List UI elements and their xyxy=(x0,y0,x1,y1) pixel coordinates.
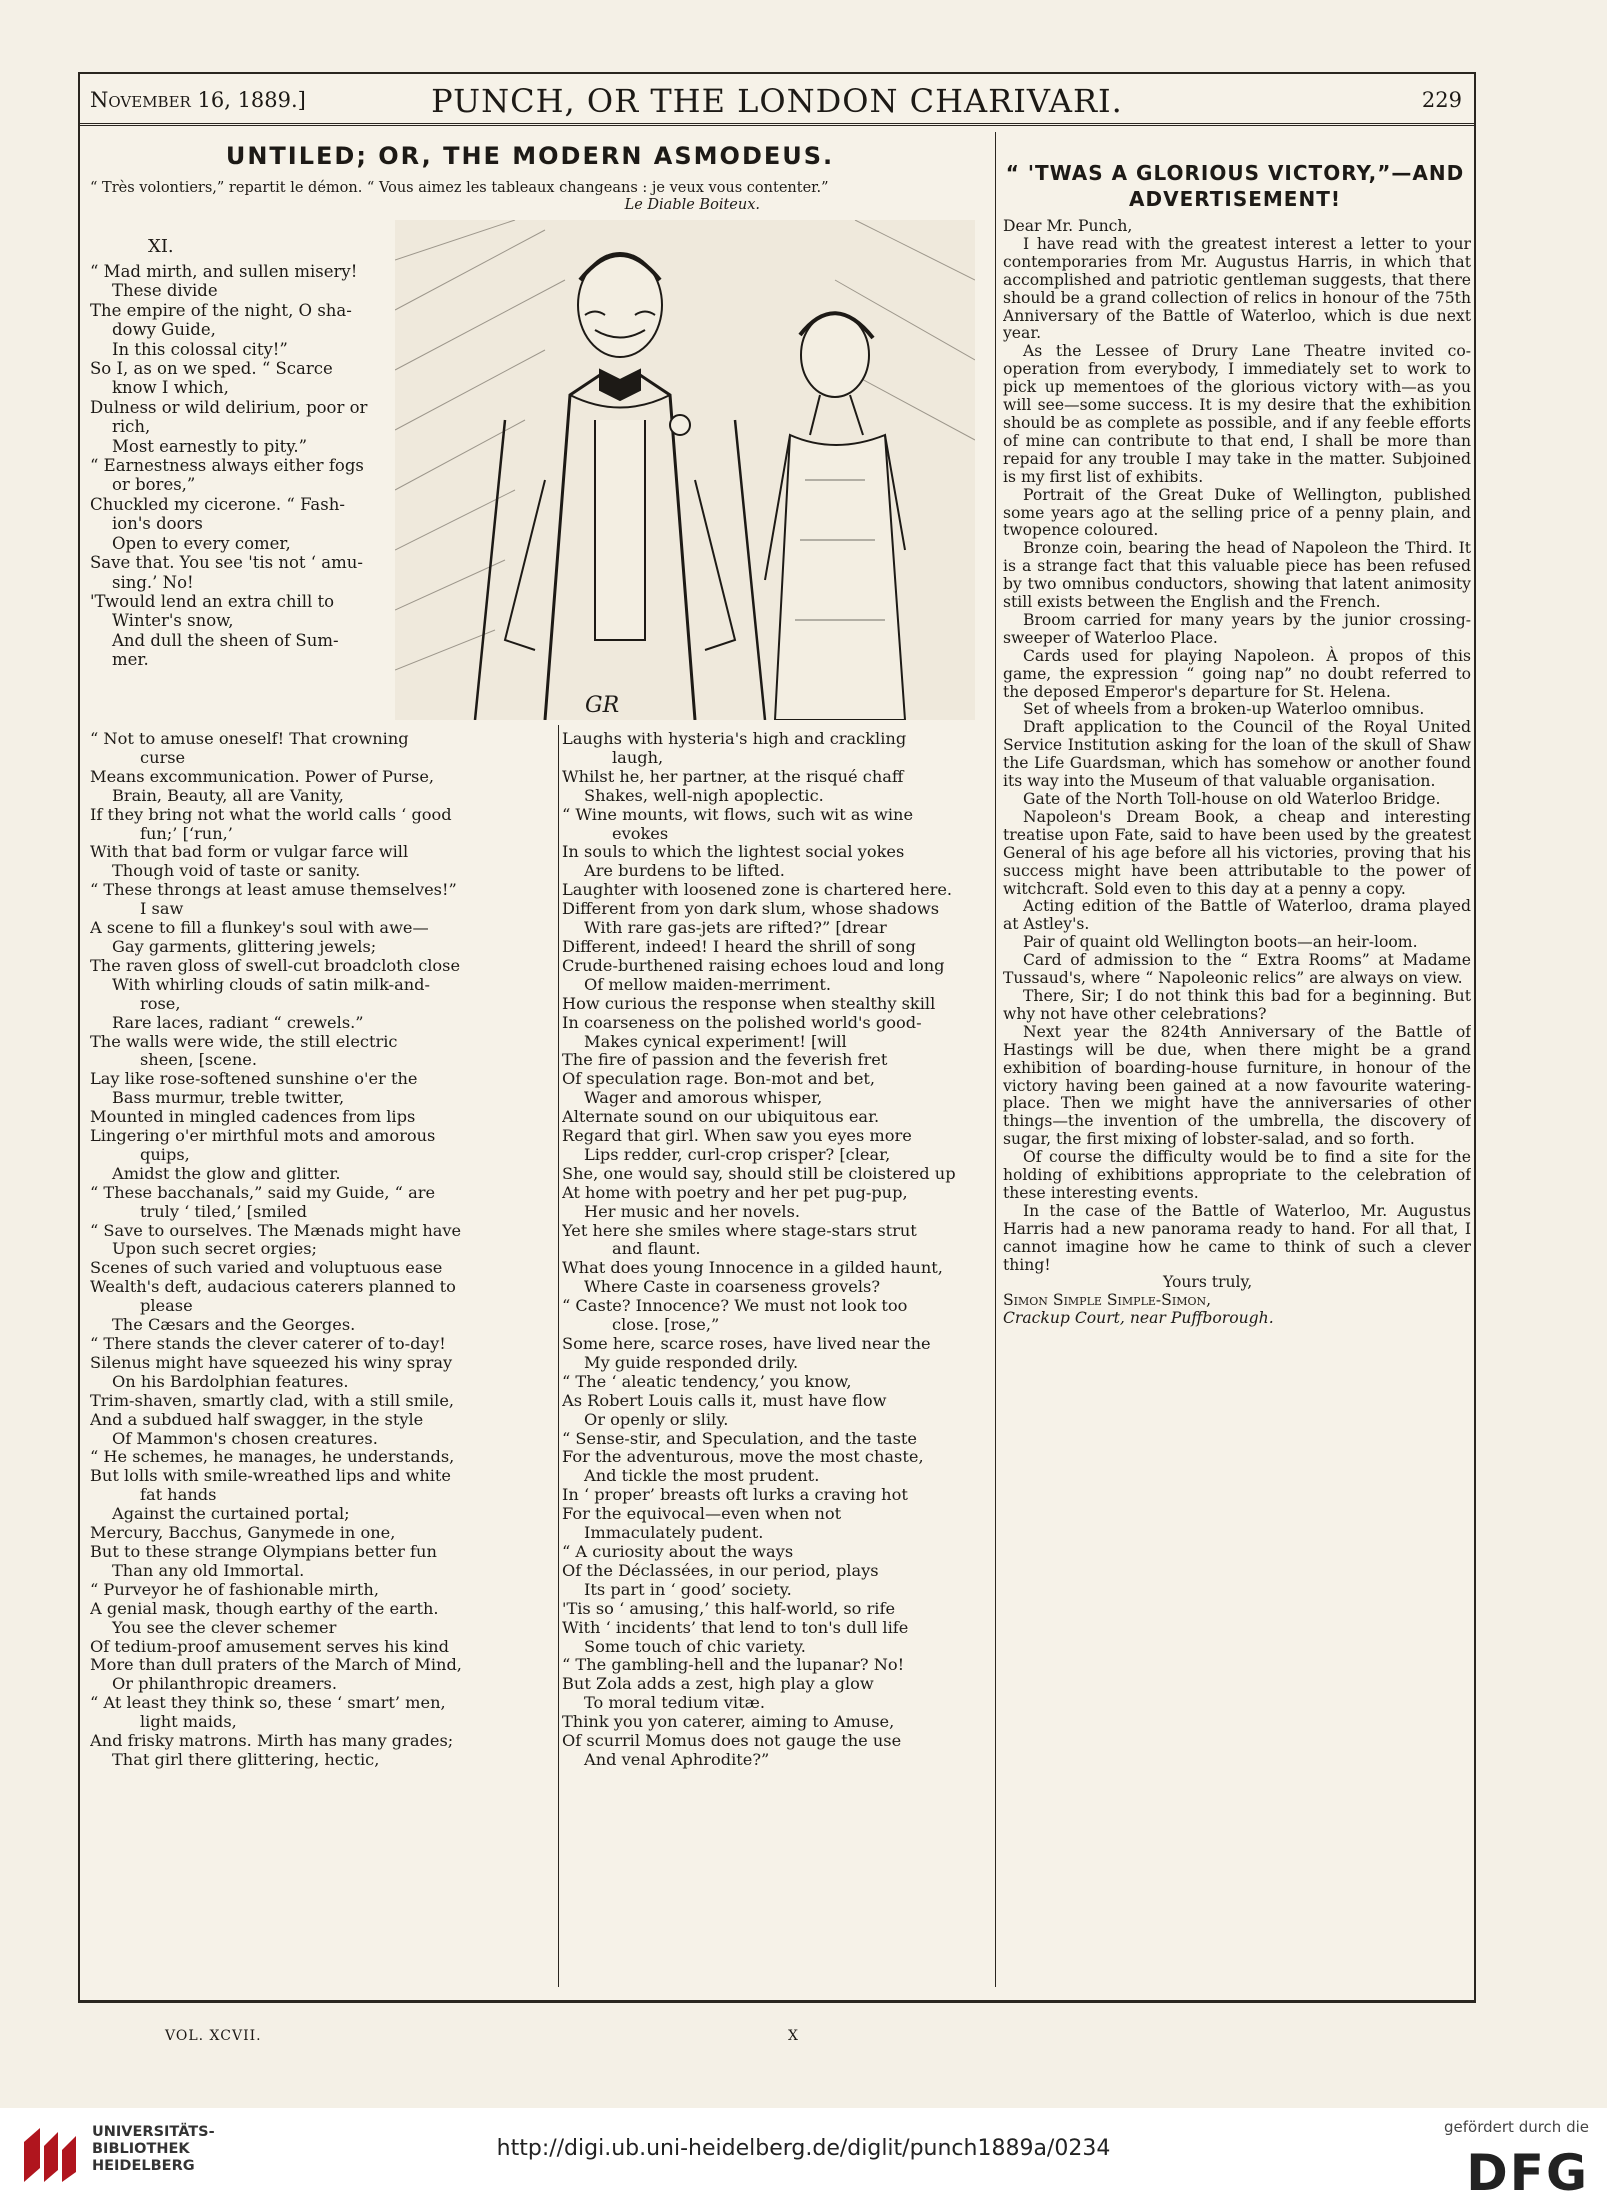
verse-line: Upon such secret orgies; xyxy=(112,1239,317,1259)
verse-line: What does young Innocence in a gilded haunt, xyxy=(562,1258,943,1278)
letter-address: Crackup Court, near Puffborough. xyxy=(1003,1309,1274,1328)
verse-line: In souls to which the lightest social yokes xyxy=(562,842,905,862)
verse-line: If they bring not what the world calls ‘ good xyxy=(90,804,452,824)
verse-line: quips, xyxy=(140,1144,190,1164)
verse-line: 'Twould lend an extra chill to xyxy=(90,591,335,611)
verse-line: Some here, scarce roses, have lived near the xyxy=(562,1334,931,1353)
verse-line: and flaunt. xyxy=(612,1239,701,1259)
header-date: November 16, 1889.] xyxy=(90,88,306,112)
verse-line: As Robert Louis calls it, must have flow xyxy=(562,1390,887,1410)
verse-line: Save that. You see 'tis not ‘ amu- xyxy=(90,553,363,573)
verse-line: At home with poetry and her pet pug-pup, xyxy=(562,1182,908,1202)
verse-line: dowy Guide, xyxy=(112,320,216,340)
verse-line: “ Caste? Innocence? We must not look too xyxy=(562,1296,908,1316)
verse-line: Winter's snow, xyxy=(112,611,234,631)
verse-line: To moral tedium vitæ. xyxy=(584,1693,765,1713)
dfg-logo: DFG xyxy=(1466,2144,1589,2202)
letter-title-line: “ 'TWAS A GLORIOUS VICTORY,”—AND xyxy=(1005,161,1465,185)
verse-line: Brain, Beauty, all are Vanity, xyxy=(112,785,344,805)
archive-url-link[interactable]: http://digi.ub.uni-heidelberg.de/diglit/punch1889a/0234 xyxy=(496,2136,1111,2161)
verse-line: fat hands xyxy=(140,1485,217,1505)
verse-line: Most earnestly to pity.” xyxy=(112,436,308,456)
verse-line: “ There stands the clever caterer of to-day! xyxy=(90,1334,446,1353)
letter-paragraph: Pair of quaint old Wellington boots—an heir-loom. xyxy=(1023,933,1418,952)
verse-line: That girl there glittering, hectic, xyxy=(112,1749,380,1769)
verse-line: Amidst the glow and glitter. xyxy=(112,1163,341,1183)
verse-line: In ‘ proper’ breasts oft lurks a craving hot xyxy=(562,1485,908,1505)
verse-line: sheen, [scene. xyxy=(140,1050,258,1070)
letter-paragraph: Cards used for playing Napoleon. À propos of this game, the expression “ going nap” no doubt referred to the deposed Emperor's departure for St. Helena. xyxy=(1003,646,1471,701)
verse-line: Dulness or wild delirium, poor or xyxy=(90,397,368,417)
verse-line: please xyxy=(140,1296,193,1316)
verse-line: laugh, xyxy=(612,747,664,767)
verse-line: “ At least they think so, these ‘ smart’ men, xyxy=(90,1693,446,1713)
verse-line: Means excommunication. Power of Purse, xyxy=(90,766,435,786)
verse-line: Different, indeed! I heard the shrill of song xyxy=(562,936,916,956)
verse-line: She, one would say, should still be cloistered up xyxy=(562,1163,956,1183)
letter-paragraph: Portrait of the Great Duke of Wellington, published some years ago at the selling price of a penny plain, and twopence coloured. xyxy=(1003,485,1471,540)
verse-line: Whilst he, her partner, at the risqué chaff xyxy=(562,766,904,786)
verse-line: Shakes, well-nigh apoplectic. xyxy=(584,785,824,805)
verse-line: Wealth's deft, audacious caterers planned to xyxy=(90,1277,456,1297)
verse-line: With that bad form or vulgar farce will xyxy=(90,842,409,862)
verse-line: How curious the response when stealthy skill xyxy=(562,993,936,1013)
verse-line: Of speculation rage. Bon-mot and bet, xyxy=(562,1069,876,1089)
verse-line: The empire of the night, O sha- xyxy=(90,300,352,320)
verse-line: And a subdued half swagger, in the style xyxy=(90,1409,424,1429)
verse-line: More than dull praters of the March of Mind, xyxy=(90,1655,462,1675)
letter-title-line: ADVERTISEMENT! xyxy=(1129,187,1341,211)
verse-line: Rare laces, radiant “ crewels.” xyxy=(112,1012,364,1032)
funder-label: gefördert durch die xyxy=(1444,2118,1589,2136)
verse-line: “ Earnestness always either fogs xyxy=(90,456,364,476)
article-title: UNTILED; OR, THE MODERN ASMODEUS. xyxy=(225,142,835,170)
letter-paragraph: Gate of the North Toll-house on old Waterloo Bridge. xyxy=(1023,790,1441,808)
verse-line: Crude-burthened raising echoes loud and long xyxy=(562,955,945,975)
cartoon-illustration xyxy=(395,220,975,720)
verse-line: But to these strange Olympians better fun xyxy=(90,1541,437,1561)
verse-line: truly ‘ tiled,’ [smiled xyxy=(140,1201,307,1221)
letter-paragraph: I have read with the greatest interest a letter to your contemporaries from Mr. Augustus Harris, in which that accomplished and patriotic gentleman suggests, that there should be a grand collection of relics in honour of the 75th Anniversary of the Battle of Waterloo, which is due next year. xyxy=(1003,234,1471,343)
verse-line: But lolls with smile-wreathed lips and white xyxy=(90,1466,452,1486)
verse-line: Trim-shaven, smartly clad, with a still smile, xyxy=(90,1390,455,1410)
verse-line: “ Sense-stir, and Speculation, and the taste xyxy=(562,1428,917,1448)
verse-line: Think you yon caterer, aiming to Amuse, xyxy=(562,1712,895,1732)
footer-volume: VOL. XCVII. xyxy=(165,2028,262,2044)
verse-line: And tickle the most prudent. xyxy=(584,1466,820,1486)
letter-paragraph: Of course the difficulty would be to find a site for the holding of exhibitions appropriate to the celebration of these interesting events. xyxy=(1003,1148,1471,1202)
verse-line: close. [rose,” xyxy=(612,1315,720,1335)
verse-line: You see the clever schemer xyxy=(112,1617,337,1637)
verse-line: Mercury, Bacchus, Ganymede in one, xyxy=(90,1523,396,1543)
verse-line: “ He schemes, he manages, he understands, xyxy=(90,1447,455,1467)
verse-line: For the equivocal—even when not xyxy=(562,1504,842,1524)
verse-line: fun;’ [‘run,’ xyxy=(140,823,233,843)
verse-line: Regard that girl. When saw you eyes more xyxy=(562,1126,912,1146)
verse-line: “ Wine mounts, wit flows, such wit as wine xyxy=(562,804,914,824)
verse-line: “ Purveyor he of fashionable mirth, xyxy=(90,1579,379,1599)
middle-verse-column xyxy=(562,730,988,1985)
letter-paragraph: Bronze coin, bearing the head of Napoleon the Third. It is a strange fact that this valuable piece has been refused by two omnibus conductors, showing that latent animosity still exists between the English and the French. xyxy=(1003,539,1471,612)
letter-column xyxy=(1003,218,1471,1983)
verse-line: Of Mammon's chosen creatures. xyxy=(112,1428,378,1448)
letter-signature: Simon Simple Simple-Simon, xyxy=(1003,1291,1212,1310)
section-numeral: XI. xyxy=(148,236,174,257)
verse-line: Gay garments, glittering jewels; xyxy=(112,936,377,956)
verse-line: Lay like rose-softened sunshine o'er the xyxy=(90,1069,418,1089)
verse-line: Different from yon dark slum, whose shadows xyxy=(562,899,940,919)
page-header xyxy=(80,74,1474,126)
letter-paragraph: Napoleon's Dream Book, a cheap and interesting treatise upon Fate, said to have been used by the greatest General of his age before all his victories, proving that his success might have been attributable to the power of witchcraft. Sold even to this day at a penny a copy. xyxy=(1003,807,1471,898)
verse-line: On his Bardolphian features. xyxy=(112,1371,349,1391)
letter-paragraph: In the case of the Battle of Waterloo, Mr. Augustus Harris had a new panorama ready to hand. For all that, I cannot imagine how he came to think of such a clever thing! xyxy=(1003,1201,1471,1274)
verse-line: These divide xyxy=(112,281,218,301)
verse-line: “ Save to ourselves. The Mænads might have xyxy=(90,1220,462,1240)
verse-line: My guide responded drily. xyxy=(584,1352,799,1372)
verse-line: In coarseness on the polished world's good- xyxy=(562,1012,922,1032)
verse-line: Are burdens to be lifted. xyxy=(584,861,785,881)
verse-line: curse xyxy=(140,747,186,767)
verse-line: And dull the sheen of Sum- xyxy=(112,630,339,650)
verse-line: Lingering o'er mirthful mots and amorous xyxy=(90,1126,436,1146)
intro-verse-column xyxy=(90,262,435,722)
verse-line: Silenus might have squeezed his winy spray xyxy=(90,1352,453,1372)
letter-paragraph: Draft application to the Council of the Royal United Service Institution asking for the loan of the skull of Shaw the Life Guardsman, which has somehow or another found its way into the Museum of that valuable organisation. xyxy=(1003,718,1471,791)
verse-line: Or philanthropic dreamers. xyxy=(112,1674,337,1694)
verse-line: “ The gambling-hell and the lupanar? No! xyxy=(562,1655,905,1675)
verse-line: Where Caste in coarseness grovels? xyxy=(584,1277,881,1297)
verse-line: 'Tis so ‘ amusing,’ this half-world, so rife xyxy=(562,1598,896,1618)
letter-title xyxy=(1000,160,1470,212)
letter-salutation: Dear Mr. Punch, xyxy=(1003,218,1133,235)
letter-closing: Yours truly, xyxy=(1163,1273,1253,1292)
letter-paragraph: Broom carried for many years by the junior crossing-sweeper of Waterloo Place. xyxy=(1003,610,1471,647)
library-name-line: BIBLIOTHEK xyxy=(92,2141,190,2157)
verse-line: Wager and amorous whisper, xyxy=(584,1088,823,1108)
verse-line: rose, xyxy=(140,993,181,1013)
verse-line: know I which, xyxy=(112,378,229,398)
verse-line: A genial mask, though earthy of the earth. xyxy=(90,1598,439,1618)
motto-text: “ Très volontiers,” repartit le démon. “ Vous aimez les tableaux changeans : je veux vous contenter.” xyxy=(90,180,829,196)
verse-line: The raven gloss of swell-cut broadcloth close xyxy=(90,955,461,975)
verse-line: Chuckled my cicerone. “ Fash- xyxy=(90,494,345,514)
verse-line: Some touch of chic variety. xyxy=(584,1636,806,1656)
verse-line: And venal Aphrodite?” xyxy=(584,1749,770,1769)
verse-line: In this colossal city!” xyxy=(112,339,288,359)
verse-line: I saw xyxy=(140,899,184,919)
verse-line: Open to every comer, xyxy=(112,533,291,553)
verse-line: A scene to fill a flunkey's soul with awe— xyxy=(90,918,429,938)
verse-line: Against the curtained portal; xyxy=(112,1504,350,1524)
column-rule xyxy=(558,725,559,1987)
letter-paragraph: Card of admission to the “ Extra Rooms” at Madame Tussaud's, where “ Napoleonic relics” are always on view. xyxy=(1003,951,1471,988)
verse-line: Her music and her novels. xyxy=(584,1201,801,1221)
verse-line: “ The ‘ aleatic tendency,’ you know, xyxy=(562,1371,852,1391)
cartoon-drawing xyxy=(395,220,975,720)
verse-line: Bass murmur, treble twitter, xyxy=(112,1088,345,1108)
verse-line: Yet here she smiles where stage-stars strut xyxy=(562,1220,917,1240)
verse-line: “ These throngs at least amuse themselves!” xyxy=(90,880,457,900)
letter-paragraph: As the Lessee of Drury Lane Theatre invited co-operation from everybody, I immediately set to work to pick up mementoes of the glorious victory with—as you will see—some success. It is my desire that the exhibition should be as complete as possible, and if any feeble efforts of mine can contribute to that end, I shall be more than repaid for any trouble I may take in the matter. Subjoined is my first list of exhibits. xyxy=(1003,342,1471,486)
verse-line: ion's doors xyxy=(112,514,203,534)
verse-line: So I, as on we sped. “ Scarce xyxy=(90,359,333,379)
verse-line: The Cæsars and the Georges. xyxy=(112,1315,356,1335)
verse-line: “ Mad mirth, and sullen misery! xyxy=(90,262,358,281)
verse-line: Of scurril Momus does not gauge the use xyxy=(562,1731,902,1751)
verse-line: But Zola adds a zest, high play a glow xyxy=(562,1674,874,1694)
letter-paragraph: Set of wheels from a broken-up Waterloo omnibus. xyxy=(1023,700,1425,719)
verse-line: mer. xyxy=(112,650,149,670)
verse-line: Scenes of such varied and voluptuous ease xyxy=(90,1258,443,1278)
letter-paragraph: Next year the 824th Anniversary of the Battle of Hastings will be due, when there might be a grand exhibition of boarding-house furniture, in honour of the victory having been gained at a now favourite watering-place. Then we might have the anniversaries of other things—the invention of the umbrella, the discovery of sugar, the first mixing of lobster-salad, and so forth. xyxy=(1003,1022,1471,1149)
verse-line: light maids, xyxy=(140,1712,237,1732)
verse-line: Than any old Immortal. xyxy=(112,1560,305,1580)
verse-line: Alternate sound on our ubiquitous ear. xyxy=(562,1107,880,1127)
library-name-line: HEIDELBERG xyxy=(92,2158,195,2174)
verse-line: Of the Déclassées, in our period, plays xyxy=(562,1560,879,1580)
verse-line: “ These bacchanals,” said my Guide, “ are xyxy=(90,1182,436,1202)
header-title: PUNCH, OR THE LONDON CHARIVARI. xyxy=(431,82,1123,120)
library-name-line: UNIVERSITÄTS- xyxy=(92,2124,215,2140)
footer-rule xyxy=(78,2002,1476,2003)
verse-line: Makes cynical experiment! [will xyxy=(584,1031,847,1051)
verse-line: The fire of passion and the feverish fret xyxy=(562,1050,888,1070)
verse-line: Of mellow maiden-merriment. xyxy=(584,974,832,994)
verse-line: “ Not to amuse oneself! That crowning xyxy=(90,730,409,748)
footer-signature-mark: X xyxy=(788,2028,798,2044)
verse-line: The walls were wide, the still electric xyxy=(90,1031,398,1051)
verse-line: With rare gas-jets are rifted?” [drear xyxy=(584,918,887,938)
archive-bar xyxy=(0,2108,1607,2204)
verse-line: rich, xyxy=(112,417,151,437)
header-page-number: 229 xyxy=(1421,88,1462,112)
letter-paragraph: Acting edition of the Battle of Waterloo, drama played at Astley's. xyxy=(1003,897,1471,934)
illustration-signature: GR xyxy=(585,693,620,718)
verse-line: For the adventurous, move the most chaste, xyxy=(562,1447,924,1467)
verse-line: sing.’ No! xyxy=(112,572,194,592)
verse-line: Laughter with loosened zone is chartered here. xyxy=(562,880,953,900)
verse-line: Its part in ‘ good’ society. xyxy=(584,1579,792,1599)
motto-source: Le Diable Boiteux. xyxy=(624,197,760,213)
verse-line: With whirling clouds of satin milk-and- xyxy=(112,974,431,994)
verse-line: Lips redder, curl-crop crisper? [clear, xyxy=(584,1144,891,1164)
verse-line: And frisky matrons. Mirth has many grades; xyxy=(90,1731,454,1751)
verse-line: Immaculately pudent. xyxy=(584,1523,764,1543)
verse-line: Laughs with hysteria's high and crackling xyxy=(562,730,907,748)
verse-line: Or openly or slily. xyxy=(584,1409,729,1429)
column-rule xyxy=(995,132,996,1987)
letter-paragraph: There, Sir; I do not think this bad for a beginning. But why not have other celebrations? xyxy=(1003,986,1471,1023)
left-verse-column xyxy=(90,730,546,1985)
verse-line: evokes xyxy=(612,823,669,843)
article-motto xyxy=(90,180,990,214)
verse-line: Of tedium-proof amusement serves his kind xyxy=(90,1636,449,1656)
verse-line: “ A curiosity about the ways xyxy=(562,1541,794,1561)
verse-line: Though void of taste or sanity. xyxy=(112,861,361,881)
verse-line: Mounted in mingled cadences from lips xyxy=(90,1107,416,1127)
verse-line: With ‘ incidents’ that lend to ton's dull life xyxy=(562,1617,909,1637)
verse-line: or bores,” xyxy=(112,475,196,495)
